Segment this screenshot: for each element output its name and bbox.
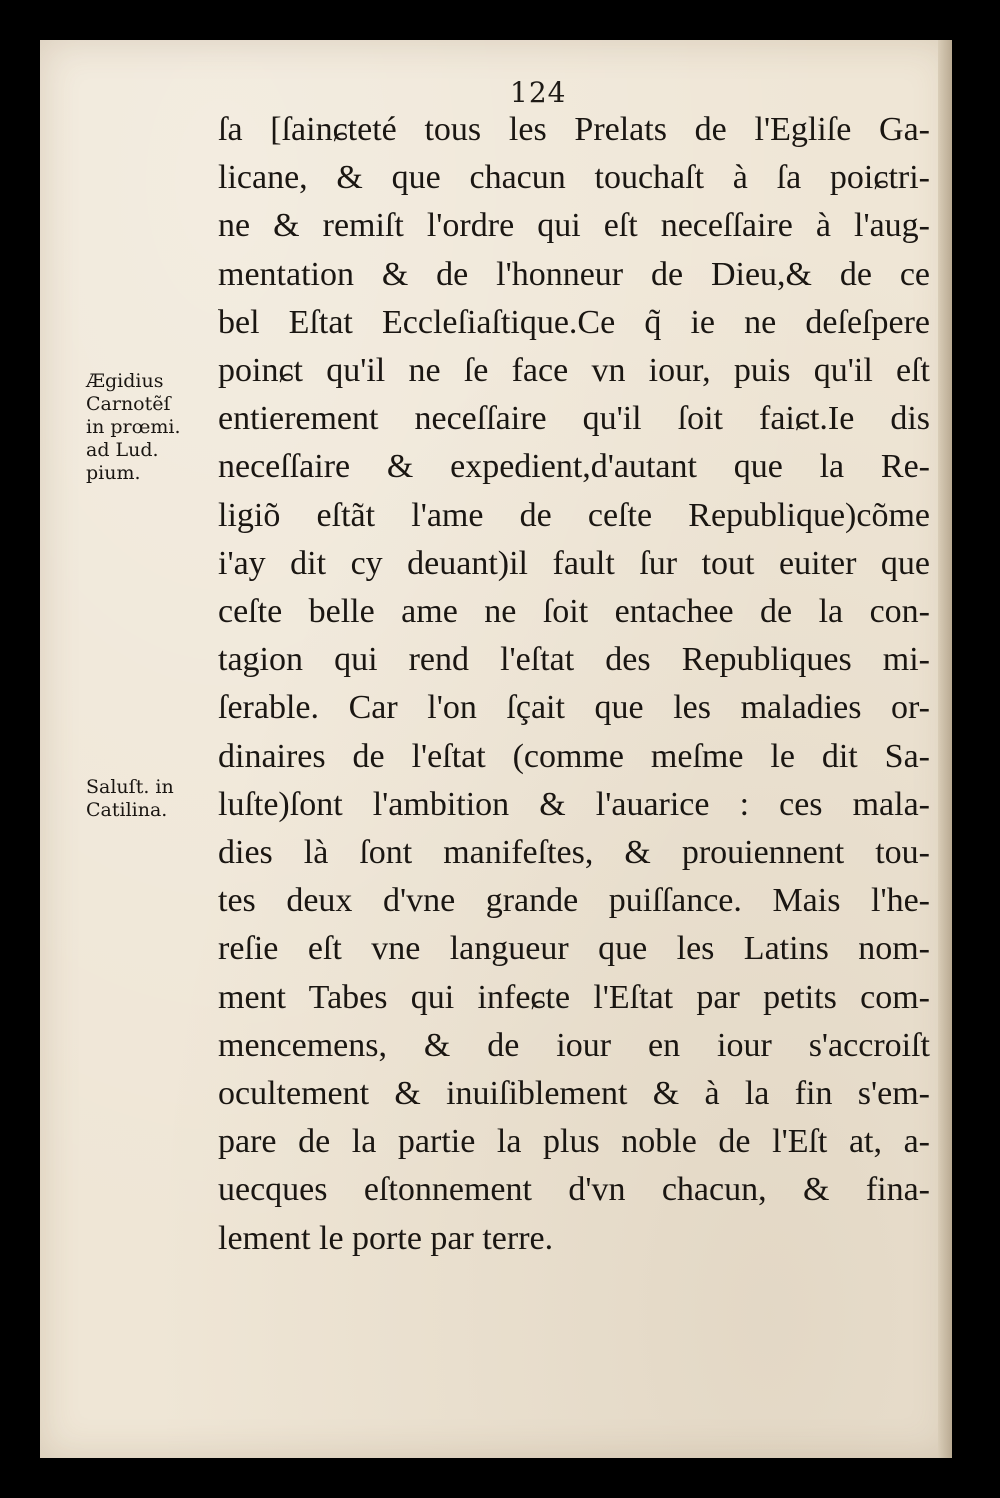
margin-note-salust — [86, 776, 226, 822]
text-line: i'ay dit cy deuant)il fault ſur tout euiter que — [218, 544, 930, 582]
text-line: ceſte belle ame ne ſoit entachee de la con- — [218, 593, 930, 631]
margin-note-line: Saluſt. in — [86, 776, 174, 798]
text-line: tagion qui rend l'eſtat des Republiques mi- — [218, 641, 930, 679]
text-line: tes deux d'vne grande puiſſance. Mais l'he- — [218, 882, 930, 920]
text-line: ſa [ſainɕteté tous les Prelats de l'Egliſe Ga- — [218, 111, 930, 148]
page-number: 124 — [510, 76, 567, 109]
text-line: mencemens, & de iour en iour s'accroiſt — [218, 1026, 930, 1064]
text-line: lement le porte par terre. — [218, 1219, 554, 1257]
text-line: mentation & de l'honneur de Dieu,& de ce — [218, 255, 930, 293]
text-line: ment Tabes qui infeɕte l'Eſtat par petits com- — [218, 978, 930, 1016]
text-line: dies là ſont manifeſtes, & prouiennent tou- — [218, 834, 930, 872]
text-line: pare de la partie la plus noble de l'Eſt at, a- — [218, 1123, 930, 1161]
page-edge — [938, 40, 952, 1458]
text-line: ocultement & inuiſiblement & à la fin s'em- — [218, 1075, 930, 1113]
margin-note-line: Ægidius — [86, 370, 164, 392]
text-line: bel Eſtat Eccleſiaſtique.Ce q̃ ie ne deſeſpere — [218, 303, 930, 341]
margin-note-line: pium. — [86, 462, 141, 484]
margin-note-aegidius — [86, 370, 226, 485]
margin-note-line: Carnotẽſ — [86, 393, 171, 415]
text-line: entierement neceſſaire qu'il ſoit faiɕt.Ie dis — [218, 400, 930, 438]
text-line: ſerable. Car l'on ſçait que les maladies or- — [218, 689, 930, 727]
book-page — [40, 40, 952, 1458]
text-line: ligiõ eſtãt l'ame de ceſte Republique)cõme — [218, 496, 930, 534]
text-line: ne & remiſt l'ordre qui eſt neceſſaire à l'aug- — [218, 207, 930, 245]
margin-note-line: Catilina. — [86, 799, 168, 821]
text-line: luſte)ſont l'ambition & l'auarice : ces mala- — [218, 785, 930, 823]
text-line: uecques eſtonnement d'vn chacun, & fina- — [218, 1171, 930, 1209]
text-line: neceſſaire & expedient,d'autant que la Re- — [218, 448, 930, 486]
text-line: poinɕt qu'il ne ſe face vn iour, puis qu'il eſt — [218, 352, 930, 390]
margin-note-line: in prœmi. — [86, 416, 181, 438]
body-text — [218, 106, 930, 1263]
text-line: reſie eſt vne langueur que les Latins nom- — [218, 930, 930, 968]
text-line: dinaires de l'eſtat (comme meſme le dit Sa- — [218, 737, 930, 775]
text-line: licane, & que chacun touchaſt à ſa poiɕtri- — [218, 159, 930, 197]
margin-note-line: ad Lud. — [86, 439, 159, 461]
